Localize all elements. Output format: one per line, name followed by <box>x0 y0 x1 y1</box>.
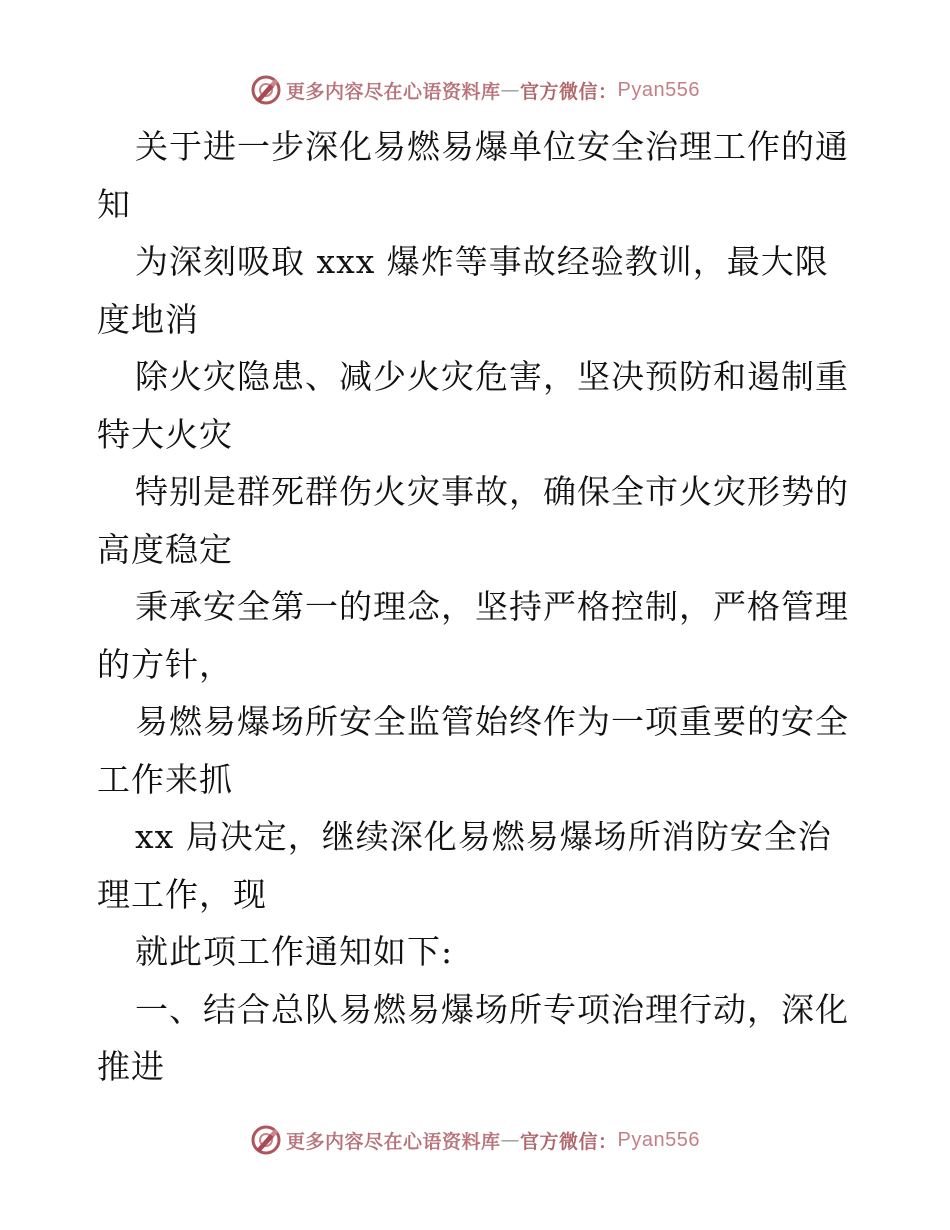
paragraph: 就此项工作通知如下: <box>135 932 454 971</box>
watermark-official-label: 官方微信： <box>520 80 618 103</box>
watermark-dash: — <box>500 1129 521 1151</box>
paragraph: xx 局决定，继续深化易燃易爆场所消防安全治理工作，现 <box>97 817 832 914</box>
watermark-text: 更多内容尽在心语资料库 <box>286 1130 501 1153</box>
pen-logo-icon <box>250 74 282 106</box>
header-watermark <box>0 72 950 108</box>
pen-logo-icon <box>250 1124 282 1156</box>
watermark-official-label: 官方微信： <box>520 1130 618 1153</box>
watermark-wechat-id: Pyan556 <box>617 78 700 101</box>
watermark-wechat-id: Pyan556 <box>617 1128 700 1151</box>
paragraph: 易燃易爆场所安全监管始终作为一项重要的安全工作来抓 <box>97 702 849 799</box>
paragraph: 秉承安全第一的理念，坚持严格控制，严格管理的方针， <box>97 587 849 684</box>
paragraph: 一、结合总队易燃易爆场所专项治理行动，深化推进 <box>97 989 849 1086</box>
watermark-dash: — <box>500 79 521 101</box>
watermark-text: 更多内容尽在心语资料库 <box>286 80 501 103</box>
paragraph: 为深刻吸取 xxx 爆炸等事故经验教训，最大限度地消 <box>97 242 829 339</box>
footer-watermark <box>0 1122 950 1158</box>
document-title: 关于进一步深化易燃易爆单位安全治理工作的通知 <box>97 127 849 224</box>
paragraph: 除火灾隐患、减少火灾危害，坚决预防和遏制重特大火灾 <box>97 357 849 454</box>
paragraph: 特别是群死群伤火灾事故，确保全市火灾形势的高度稳定 <box>97 472 849 569</box>
document-body <box>97 118 857 1096</box>
